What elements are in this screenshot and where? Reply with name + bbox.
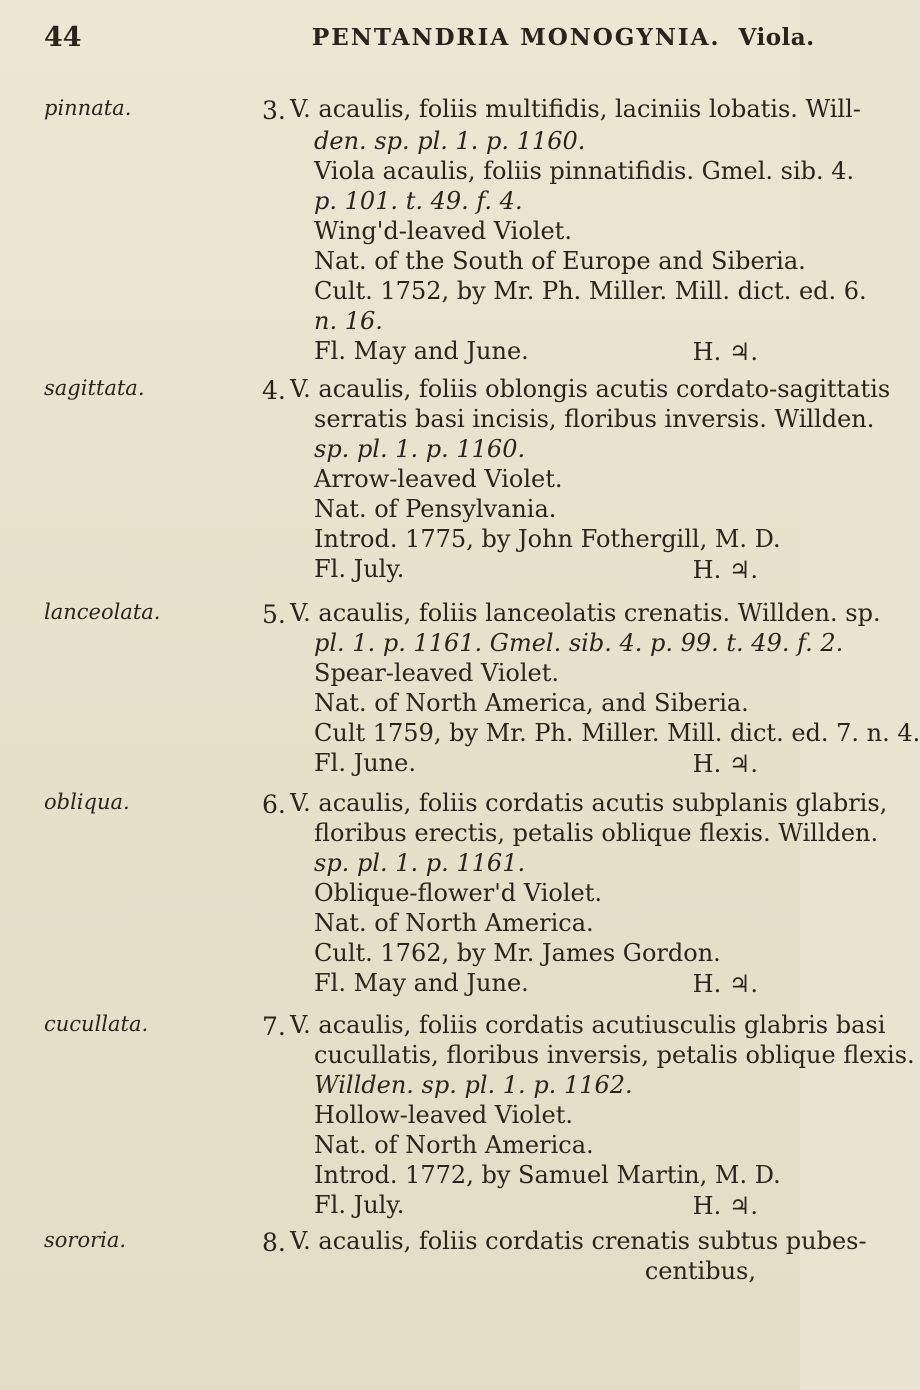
- habit-symbol: H. ♃.: [692, 338, 758, 366]
- habit-symbol: H. ♃.: [692, 556, 758, 584]
- entry-line: V. acaulis, foliis oblongis acutis cordato-sagittatis: [290, 375, 891, 403]
- entry-line: den. sp. pl. 1. p. 1160.: [314, 127, 586, 155]
- entry-number: 4.: [262, 376, 286, 405]
- habit-symbol: H. ♃.: [692, 750, 758, 778]
- entry-line: V. acaulis, foliis cordatis acutis subplanis glabris,: [290, 789, 888, 817]
- entry-line: Fl. July.: [314, 1191, 405, 1219]
- page-number: 44: [44, 22, 82, 53]
- entry-line: Spear-leaved Violet.: [314, 659, 560, 687]
- entry-line: Cult. 1762, by Mr. James Gordon.: [314, 939, 721, 967]
- entry-line: n. 16.: [314, 307, 383, 335]
- entry-line: V. acaulis, foliis multifidis, laciniis lobatis. Will-: [290, 95, 861, 123]
- entry-line: V. acaulis, foliis lanceolatis crenatis. Willden. sp.: [290, 599, 881, 627]
- entry-line: Introd. 1775, by John Fothergill, M. D.: [314, 525, 781, 553]
- entry-line: Oblique-flower'd Violet.: [314, 879, 602, 907]
- species-margin-name: lanceolata.: [44, 600, 161, 624]
- entry-line: Willden. sp. pl. 1. p. 1162.: [314, 1071, 633, 1099]
- entry-line: Fl. July.: [314, 555, 405, 583]
- entry-number: 3.: [262, 96, 286, 125]
- page-header: [0, 22, 815, 62]
- entry-line: Viola acaulis, foliis pinnatifidis. Gmel. sib. 4.: [314, 157, 855, 185]
- entry-line: floribus erectis, petalis oblique flexis. Willden.: [314, 819, 879, 847]
- entry-line: Cult 1759, by Mr. Ph. Miller. Mill. dict. ed. 7. n. 4.: [314, 719, 920, 747]
- entry-line: serratis basi incisis, floribus inversis. Willden.: [314, 405, 875, 433]
- species-margin-name: obliqua.: [44, 790, 130, 814]
- running-head-title: PENTANDRIA MONOGYNIA.: [312, 24, 721, 51]
- species-margin-name: sagittata.: [44, 376, 145, 400]
- running-head-genus: Viola.: [738, 24, 815, 51]
- entry-line: Introd. 1772, by Samuel Martin, M. D.: [314, 1161, 781, 1189]
- entry-line: Arrow-leaved Violet.: [314, 465, 563, 493]
- species-margin-name: pinnata.: [44, 96, 132, 120]
- entry-line: Hollow-leaved Violet.: [314, 1101, 573, 1129]
- entry-line: Nat. of North America.: [314, 909, 594, 937]
- entry-number: 5.: [262, 600, 286, 629]
- entry-line: Fl. May and June.: [314, 337, 529, 365]
- habit-symbol: H. ♃.: [692, 970, 758, 998]
- entry-number: 7.: [262, 1012, 286, 1041]
- entry-line: Nat. of Pensylvania.: [314, 495, 557, 523]
- entry-line: cucullatis, floribus inversis, petalis oblique flexis.: [314, 1041, 915, 1069]
- entry-line: Nat. of the South of Europe and Siberia.: [314, 247, 806, 275]
- species-margin-name: cucullata.: [44, 1012, 149, 1036]
- entry-line: Nat. of North America, and Siberia.: [314, 689, 749, 717]
- entry-line: Cult. 1752, by Mr. Ph. Miller. Mill. dict. ed. 6.: [314, 277, 867, 305]
- entry-line: pl. 1. p. 1161. Gmel. sib. 4. p. 99. t. 49. f. 2.: [314, 629, 844, 657]
- entry-number: 8.: [262, 1228, 286, 1257]
- entry-line: Fl. May and June.: [314, 969, 529, 997]
- entry-line: Nat. of North America.: [314, 1131, 594, 1159]
- entry-number: 6.: [262, 790, 286, 819]
- entry-line: V. acaulis, foliis cordatis acutiusculis glabris basi: [290, 1011, 886, 1039]
- entry-line: V. acaulis, foliis cordatis crenatis subtus pubes-: [290, 1227, 867, 1255]
- entry-line: centibus,: [644, 1257, 756, 1285]
- species-margin-name: sororia.: [44, 1228, 127, 1252]
- entry-line: Wing'd-leaved Violet.: [314, 217, 572, 245]
- entry-line: sp. pl. 1. p. 1161.: [314, 849, 526, 877]
- entry-line: sp. pl. 1. p. 1160.: [314, 435, 526, 463]
- running-head: [312, 24, 815, 51]
- entry-line: Fl. June.: [314, 749, 416, 777]
- habit-symbol: H. ♃.: [692, 1192, 758, 1220]
- entry-line: p. 101. t. 49. f. 4.: [314, 187, 523, 215]
